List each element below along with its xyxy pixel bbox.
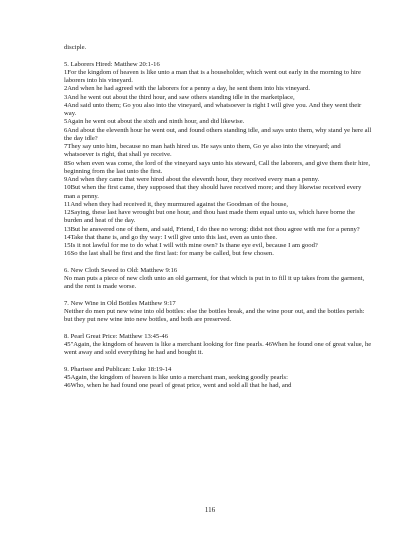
spacer (64, 259, 372, 267)
section-heading: 5. Laborers Hired: Matthew 20:1-16 (64, 60, 160, 68)
page-content (64, 44, 372, 391)
verse: 12Saying, these last have wrought but one hour, and thou hast made them equal unto us, which have borne the burden and heat of the day. (64, 209, 355, 225)
section-heading: 6. New Cloth Sewed to Old: Matthew 9:16 (64, 266, 178, 274)
section-pharisee-publican (64, 366, 372, 391)
section-new-wine (64, 300, 372, 325)
verse: 11And when they had received it, they murmured against the Goodman of the house, (64, 200, 289, 208)
verse: 15Is it not lawful for me to do what I will with mine own? Is thane eye evil, because I am good? (64, 242, 318, 249)
spacer (64, 358, 372, 366)
verse: 14Take that thane is, and go thy way: I will give unto this last, even as unto thee. (64, 233, 278, 241)
verse: 8So when even was come, the lord of the vineyard says unto his steward, Call the laborers, and give them their hire, beginning from the last unto the first. (64, 159, 370, 175)
section-new-cloth (64, 267, 372, 292)
section-heading: 7. New Wine in Old Bottles Matthew 9:17 (64, 299, 176, 307)
verse: 45"Again, the kingdom of heaven is like a merchant looking for fine pearls. 46When he found one of great value, he went away and sold everything he had and bought it. (64, 341, 372, 357)
verse: Neither do men put new wine into old bottles: else the bottles break, and the wine pour out, and the bottles perish: but they put new wine into new bottles, and both are preserved. (64, 308, 365, 324)
opening-line: disciple. (64, 44, 87, 51)
verse: 46Who, when he had found one pearl of great price, went and sold all that he had, and (64, 382, 292, 390)
verse: 16So the last shall be first and the first last: for many be called, but few chosen. (64, 250, 274, 258)
verse: 13But he answered one of them, and said, Friend, I do thee no wrong: didst not thou agree with me for a penny? (64, 225, 360, 233)
section-heading: 8. Pearl Great Price: Matthew 13:45-46 (64, 332, 169, 340)
section-heading: 9. Pharisee and Publican: Luke 18:19-14 (64, 365, 172, 373)
verse: 3And he went out about the third hour, and saw others standing idle in the marketplace, (64, 93, 295, 101)
verse: 1For the kingdom of heaven is like unto a man that is a householder, which went out early in the morning to hire laborers into his vineyard. (64, 68, 361, 84)
section-laborers-hired (64, 61, 372, 259)
verse: 7They say unto him, because no man hath hired us. He says unto them, Go ye also into the vineyard; and whatsoever is right, that shall ye receive. (64, 143, 341, 159)
verse: 4And said unto them; Go you also into the vineyard, and whatsoever is right I will give you. And they went their way. (64, 101, 362, 117)
verse: 10But when the first came, they supposed that they should have received more; and they likewise received every man a penny. (64, 184, 362, 200)
spacer (64, 325, 372, 333)
section-pearl-great-price (64, 333, 372, 358)
verse: 5Again he went out about the sixth and ninth hour, and did likewise. (64, 118, 245, 126)
verse: 2And when he had agreed with the laborers for a penny a day, he sent them into his vineyard. (64, 85, 311, 93)
spacer (64, 292, 372, 300)
spacer (64, 52, 372, 60)
verse: No man puts a piece of new cloth unto an old garment, for that which is put in to fill it up takes from the garment, and the rent is made worse. (64, 275, 365, 291)
verse: 6And about the eleventh hour he went out, and found others standing idle, and says unto them, why stand ye here all the day idle? (64, 126, 372, 142)
verse: 45Again, the kingdom of heaven is like unto a merchant man, seeking goodly pearls: (64, 374, 288, 381)
verse: 9And when they came that were hired about the eleventh hour, they received every man a penny. (64, 176, 320, 183)
page-number: 116 (204, 506, 216, 514)
